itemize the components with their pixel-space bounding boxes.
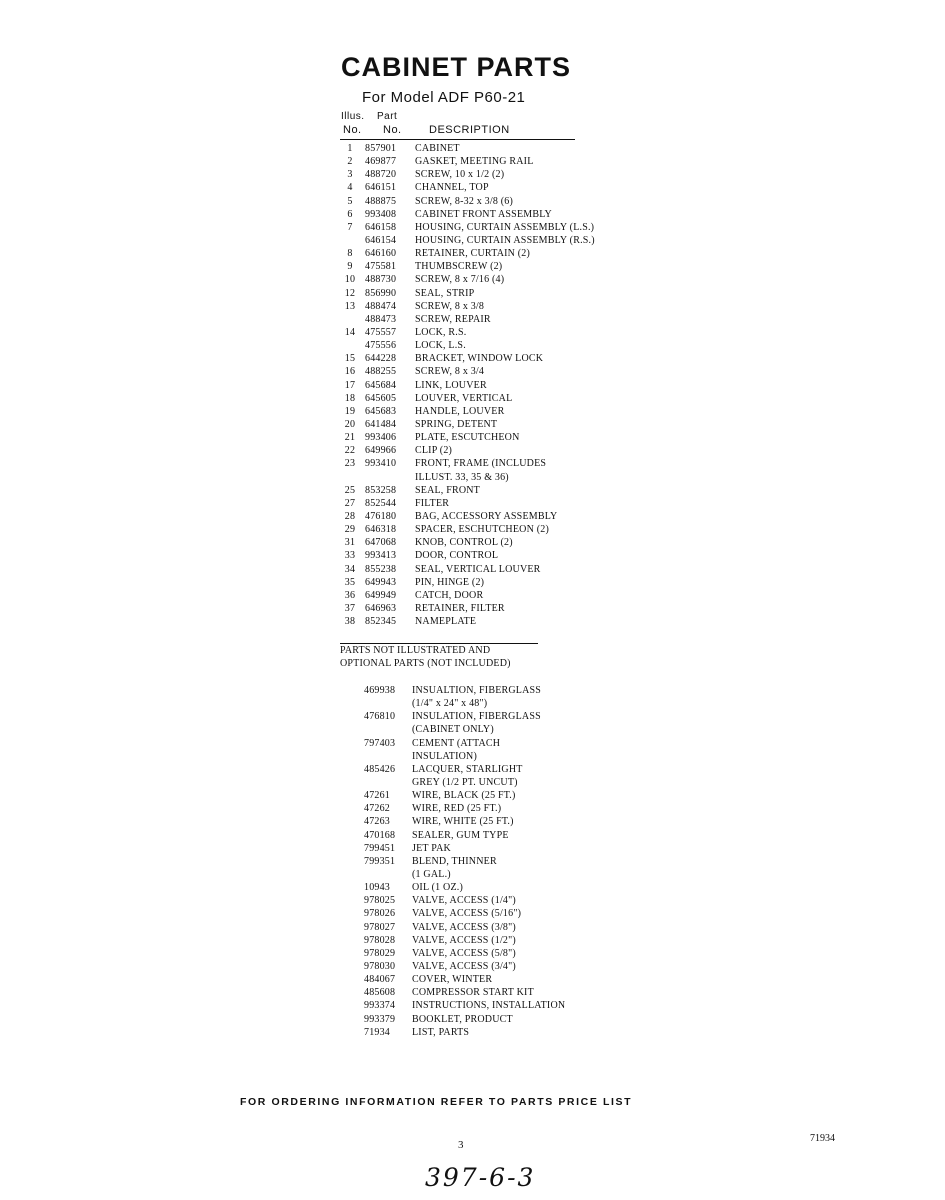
- list-item: [364, 723, 644, 736]
- illus-number: 20: [344, 418, 356, 430]
- column-header-part-no: No.: [383, 124, 402, 136]
- illus-number: 7: [347, 221, 353, 233]
- model-subtitle: For Model ADF P60-21: [362, 89, 526, 106]
- illus-number: 12: [344, 287, 356, 299]
- list-item: [364, 829, 644, 842]
- part-number: 47261: [364, 790, 390, 802]
- illus-number: 18: [344, 392, 356, 404]
- table-row: [340, 313, 640, 326]
- part-number: 978025: [364, 895, 396, 907]
- part-number: 646318: [365, 524, 397, 536]
- illus-number: 19: [344, 405, 356, 417]
- part-number: 475581: [365, 261, 397, 273]
- part-description: CABINET: [415, 143, 460, 154]
- illus-number: 22: [344, 445, 356, 457]
- part-description: SCREW, 8 x 3/4: [415, 366, 485, 378]
- part-number: 646963: [365, 602, 397, 614]
- table-row: [340, 549, 640, 562]
- illus-number: 28: [344, 510, 356, 522]
- optional-parts-table: [364, 684, 644, 1039]
- part-description: SCREW, 8 x 7/16 (4): [415, 274, 505, 286]
- part-number: 993410: [365, 458, 397, 470]
- list-item: [364, 1026, 644, 1039]
- part-number: 641484: [365, 418, 397, 430]
- part-number: 978028: [364, 934, 396, 946]
- part-number: 645605: [365, 392, 397, 404]
- part-description: CLIP (2): [415, 445, 453, 457]
- part-number: 799351: [364, 855, 396, 867]
- part-description: VALVE, ACCESS (5/8"): [412, 947, 516, 959]
- part-number: 645683: [365, 405, 397, 417]
- part-description: GASKET, MEETING RAIL: [415, 156, 534, 168]
- list-item: [364, 999, 644, 1012]
- table-row: [340, 352, 640, 365]
- part-number: 993374: [364, 1000, 396, 1012]
- part-description: BAG, ACCESSORY ASSEMBLY: [415, 510, 558, 522]
- part-number: 484067: [364, 974, 396, 986]
- column-header-part: Part: [377, 111, 398, 122]
- part-description: VALVE, ACCESS (5/16"): [412, 908, 522, 920]
- list-item: [364, 907, 644, 920]
- list-item: [364, 921, 644, 934]
- part-description: SPRING, DETENT: [415, 418, 498, 430]
- part-description: JET PAK: [412, 842, 451, 854]
- column-header-illus-no: No.: [343, 124, 362, 136]
- document-number: 71934: [810, 1133, 835, 1144]
- part-description: SEAL, STRIP: [415, 287, 475, 299]
- part-description: (1/4" x 24" x 48"): [412, 698, 488, 710]
- table-row: [340, 221, 640, 234]
- part-description: CATCH, DOOR: [415, 589, 484, 601]
- part-number: 71934: [364, 1026, 390, 1038]
- part-description: BRACKET, WINDOW LOCK: [415, 353, 544, 365]
- part-number: 978026: [364, 908, 396, 920]
- part-number: 485608: [364, 987, 396, 999]
- table-row: [340, 142, 640, 155]
- illus-number: 16: [344, 366, 356, 378]
- table-row: [340, 615, 640, 628]
- illus-number: 33: [344, 550, 356, 562]
- table-row: [340, 405, 640, 418]
- part-description: OIL (1 OZ.): [412, 882, 463, 894]
- list-item: [364, 763, 644, 776]
- part-number: 853258: [365, 484, 397, 496]
- table-row: [340, 339, 640, 352]
- part-description: LOCK, L.S.: [415, 340, 466, 352]
- part-number: 857901: [365, 143, 397, 154]
- illus-number: 36: [344, 589, 356, 601]
- part-description: KNOB, CONTROL (2): [415, 537, 513, 549]
- table-row: [340, 379, 640, 392]
- illus-number: 1: [347, 143, 353, 154]
- part-number: 646158: [365, 221, 397, 233]
- part-description: PLATE, ESCUTCHEON: [415, 432, 520, 444]
- part-description: HOUSING, CURTAIN ASSEMBLY (L.S.): [415, 221, 595, 233]
- illus-number: 10: [344, 274, 356, 286]
- list-item: [364, 960, 644, 973]
- part-number: 852345: [365, 616, 397, 628]
- table-row: [340, 234, 640, 247]
- part-number: 476810: [364, 711, 396, 723]
- part-description: CHANNEL, TOP: [415, 182, 489, 194]
- page-number: 3: [458, 1139, 464, 1151]
- list-item: [364, 986, 644, 999]
- illus-number: 17: [344, 379, 356, 391]
- table-row: [340, 510, 640, 523]
- part-description: SCREW, REPAIR: [415, 313, 491, 325]
- part-description: NAMEPLATE: [415, 616, 477, 628]
- part-description: RETAINER, FILTER: [415, 602, 505, 614]
- table-row: [340, 326, 640, 339]
- list-item: [364, 842, 644, 855]
- part-description: SEAL, FRONT: [415, 484, 480, 496]
- list-item: [364, 710, 644, 723]
- part-number: 647068: [365, 537, 397, 549]
- part-description: LOCK, R.S.: [415, 326, 467, 338]
- part-number: 488730: [365, 274, 397, 286]
- table-row: [340, 168, 640, 181]
- part-description: (CABINET ONLY): [412, 724, 494, 736]
- handwritten-reference: 397-6-3: [425, 1163, 536, 1192]
- part-description: VALVE, ACCESS (3/4"): [412, 960, 516, 972]
- illus-number: 3: [347, 169, 353, 181]
- list-item: [364, 894, 644, 907]
- list-item: [364, 1013, 644, 1026]
- illus-number: 34: [344, 563, 356, 575]
- part-description: INSTRUCTIONS, INSTALLATION: [412, 1000, 566, 1012]
- table-row: [340, 563, 640, 576]
- optional-heading-line: OPTIONAL PARTS (NOT INCLUDED): [340, 658, 511, 669]
- list-item: [364, 697, 644, 710]
- part-description: LIST, PARTS: [412, 1026, 470, 1038]
- part-number: 646154: [365, 234, 397, 246]
- part-description: SCREW, 8 x 3/8: [415, 300, 485, 312]
- illus-number: 25: [344, 484, 356, 496]
- part-description: SEAL, VERTICAL LOUVER: [415, 563, 541, 575]
- part-number: 475557: [365, 326, 397, 338]
- illus-number: 13: [344, 300, 356, 312]
- optional-parts-heading: [340, 644, 511, 670]
- illus-number: 14: [344, 326, 356, 338]
- part-number: 993413: [365, 550, 397, 562]
- part-number: 485426: [364, 763, 396, 775]
- table-row: [340, 484, 640, 497]
- illus-number: 31: [344, 537, 356, 549]
- part-description: SCREW, 10 x 1/2 (2): [415, 169, 505, 181]
- part-number: 649943: [365, 576, 397, 588]
- part-description: CABINET FRONT ASSEMBLY: [415, 208, 552, 220]
- table-row: [340, 497, 640, 510]
- illus-number: 27: [344, 497, 356, 509]
- part-number: 646151: [365, 182, 397, 194]
- part-number: 476180: [365, 510, 397, 522]
- part-description: HANDLE, LOUVER: [415, 405, 505, 417]
- part-number: 797403: [364, 737, 396, 749]
- part-description: WIRE, RED (25 FT.): [412, 803, 502, 815]
- illus-number: 15: [344, 353, 356, 365]
- part-number: 855238: [365, 563, 397, 575]
- part-description: LACQUER, STARLIGHT: [412, 763, 523, 775]
- part-number: 488255: [365, 366, 397, 378]
- list-item: [364, 815, 644, 828]
- list-item: [364, 684, 644, 697]
- illus-number: 5: [347, 195, 353, 207]
- part-description: DOOR, CONTROL: [415, 550, 499, 562]
- table-row: [340, 260, 640, 273]
- table-row: [340, 273, 640, 286]
- part-description: SPACER, ESCHUTCHEON (2): [415, 524, 549, 536]
- table-row: [340, 155, 640, 168]
- part-description: WIRE, BLACK (25 FT.): [412, 790, 516, 802]
- header-rule: [340, 139, 575, 140]
- part-number: 488474: [365, 300, 397, 312]
- optional-heading-line: PARTS NOT ILLUSTRATED AND: [340, 645, 491, 656]
- table-row: [340, 471, 640, 484]
- table-row: [340, 300, 640, 313]
- part-description: SCREW, 8-32 x 3/8 (6): [415, 195, 513, 207]
- illus-number: 21: [344, 432, 356, 444]
- list-item: [364, 789, 644, 802]
- illus-number: 6: [347, 208, 353, 220]
- illus-number: 2: [347, 156, 353, 168]
- list-item: [364, 868, 644, 881]
- illus-number: 9: [347, 261, 353, 273]
- part-description: CEMENT (ATTACH: [412, 737, 501, 749]
- parts-table: [340, 142, 640, 628]
- table-row: [340, 365, 640, 378]
- part-description: INSUALTION, FIBERGLASS: [412, 685, 542, 696]
- list-item: [364, 881, 644, 894]
- part-number: 47263: [364, 816, 390, 828]
- part-description: PIN, HINGE (2): [415, 576, 485, 588]
- part-description: LINK, LOUVER: [415, 379, 487, 391]
- part-number: 645684: [365, 379, 397, 391]
- list-item: [364, 776, 644, 789]
- table-row: [340, 392, 640, 405]
- part-description: SEALER, GUM TYPE: [412, 829, 509, 841]
- list-item: [364, 934, 644, 947]
- part-description: BLEND, THINNER: [412, 855, 497, 867]
- part-number: 646160: [365, 248, 397, 260]
- part-number: 993406: [365, 432, 397, 444]
- part-description: (1 GAL.): [412, 868, 451, 880]
- part-number: 644228: [365, 353, 397, 365]
- part-number: 10943: [364, 882, 390, 894]
- list-item: [364, 855, 644, 868]
- illus-number: 29: [344, 524, 356, 536]
- column-header-illus: Illus.: [341, 111, 365, 122]
- table-row: [340, 208, 640, 221]
- part-number: 488720: [365, 169, 397, 181]
- table-row: [340, 181, 640, 194]
- part-number: 978029: [364, 947, 396, 959]
- illus-number: 35: [344, 576, 356, 588]
- part-description: LOUVER, VERTICAL: [415, 392, 513, 404]
- part-description: ILLUST. 33, 35 & 36): [415, 471, 509, 483]
- list-item: [364, 947, 644, 960]
- part-number: 856990: [365, 287, 397, 299]
- list-item: [364, 750, 644, 763]
- part-number: 488875: [365, 195, 397, 207]
- illus-number: 38: [344, 616, 356, 628]
- part-description: VALVE, ACCESS (1/4"): [412, 895, 516, 907]
- part-description: VALVE, ACCESS (1/2"): [412, 934, 516, 946]
- column-header-description: DESCRIPTION: [429, 124, 510, 136]
- part-description: COVER, WINTER: [412, 974, 493, 986]
- page-title: CABINET PARTS: [341, 52, 572, 82]
- table-row: [340, 431, 640, 444]
- illus-number: 4: [347, 182, 353, 194]
- part-number: 488473: [365, 313, 397, 325]
- part-description: INSULATION): [412, 750, 477, 762]
- part-description: HOUSING, CURTAIN ASSEMBLY (R.S.): [415, 234, 595, 246]
- list-item: [364, 802, 644, 815]
- part-number: 470168: [364, 829, 396, 841]
- table-row: [340, 457, 640, 470]
- part-description: RETAINER, CURTAIN (2): [415, 248, 531, 260]
- table-row: [340, 247, 640, 260]
- illus-number: 23: [344, 458, 356, 470]
- part-number: 993379: [364, 1013, 396, 1025]
- part-number: 469877: [365, 156, 397, 168]
- list-item: [364, 973, 644, 986]
- part-number: 799451: [364, 842, 396, 854]
- part-number: 978030: [364, 960, 396, 972]
- part-number: 475556: [365, 340, 397, 352]
- table-row: [340, 576, 640, 589]
- part-number: 47262: [364, 803, 390, 815]
- part-description: GREY (1/2 PT. UNCUT): [412, 776, 518, 788]
- part-description: COMPRESSOR START KIT: [412, 987, 534, 999]
- table-row: [340, 536, 640, 549]
- part-number: 978027: [364, 921, 396, 933]
- part-description: FRONT, FRAME (INCLUDES: [415, 458, 547, 470]
- list-item: [364, 737, 644, 750]
- illus-number: 8: [347, 248, 353, 260]
- part-number: 993408: [365, 208, 397, 220]
- part-description: INSULATION, FIBERGLASS: [412, 711, 541, 723]
- table-row: [340, 418, 640, 431]
- illus-number: 37: [344, 602, 356, 614]
- table-row: [340, 444, 640, 457]
- part-description: VALVE, ACCESS (3/8"): [412, 921, 516, 933]
- part-number: 649949: [365, 589, 397, 601]
- table-row: [340, 195, 640, 208]
- part-description: FILTER: [415, 497, 450, 509]
- ordering-note: FOR ORDERING INFORMATION REFER TO PARTS PRICE LIST: [240, 1096, 633, 1108]
- part-description: WIRE, WHITE (25 FT.): [412, 816, 514, 828]
- part-number: 852544: [365, 497, 397, 509]
- part-description: THUMBSCREW (2): [415, 261, 503, 273]
- table-row: [340, 287, 640, 300]
- table-row: [340, 602, 640, 615]
- table-row: [340, 589, 640, 602]
- part-number: 649966: [365, 445, 397, 457]
- table-row: [340, 523, 640, 536]
- part-number: 469938: [364, 685, 396, 696]
- part-description: BOOKLET, PRODUCT: [412, 1013, 513, 1025]
